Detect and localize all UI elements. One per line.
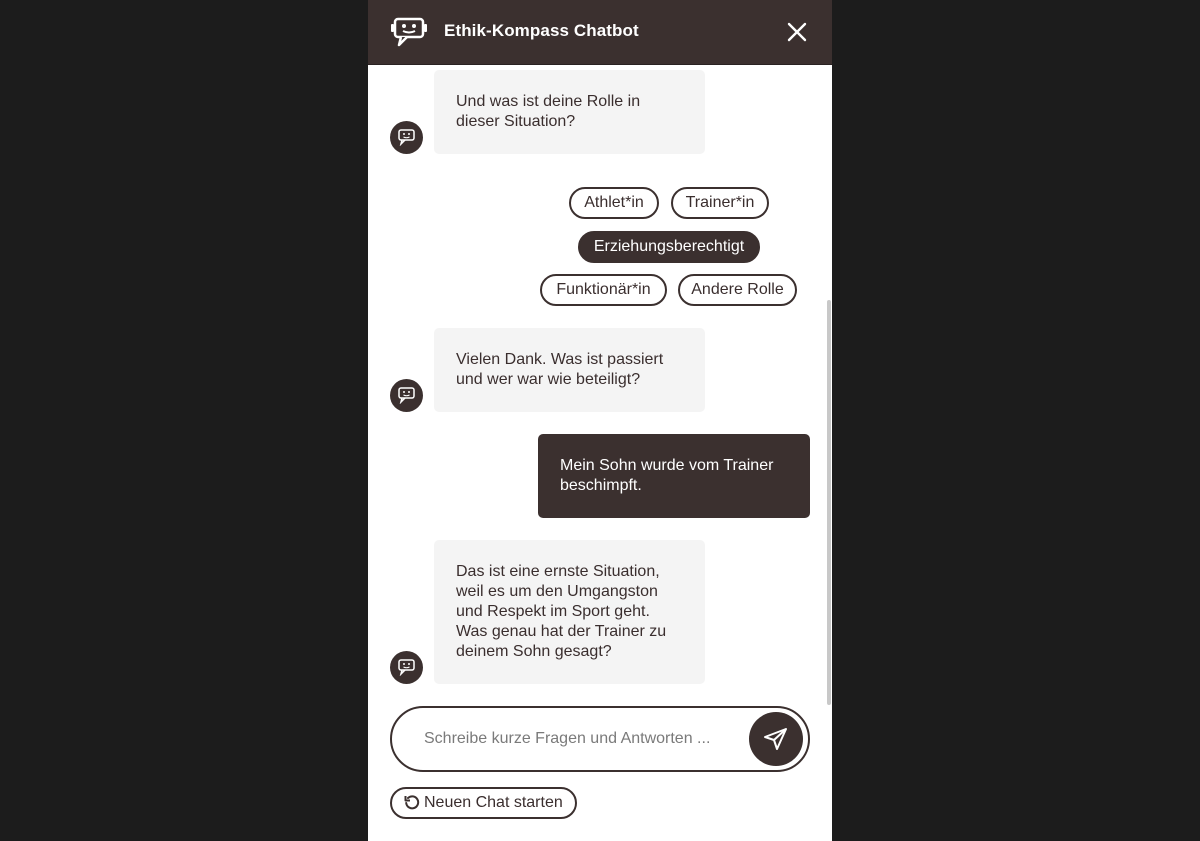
- chatbot-robot-icon: [389, 15, 429, 49]
- restart-icon: [404, 794, 420, 810]
- message-text: Vielen Dank. Was ist passiert und wer war wie beteiligt?: [456, 351, 664, 388]
- bot-message: [434, 70, 705, 154]
- chat-header: [368, 0, 832, 65]
- message-input[interactable]: [424, 722, 744, 756]
- message-text: Mein Sohn wurde vom Trainer beschimpft.: [560, 457, 774, 494]
- bot-message: [434, 328, 705, 412]
- role-option-erziehungsberechtigt[interactable]: Erziehungsberechtigt: [578, 231, 760, 263]
- chatbot-robot-icon: [397, 659, 416, 676]
- restart-chat-label: Neuen Chat starten: [424, 794, 563, 811]
- close-icon[interactable]: [785, 20, 809, 44]
- bot-avatar: [390, 651, 423, 684]
- chat-panel: [368, 0, 832, 841]
- user-message: [538, 434, 810, 518]
- role-option-funktionaer[interactable]: Funktionär*in: [540, 274, 667, 306]
- chatbot-robot-icon: [397, 387, 416, 404]
- role-option-trainer[interactable]: Trainer*in: [671, 187, 769, 219]
- bot-message: [434, 540, 705, 684]
- bot-avatar: [390, 379, 423, 412]
- message-text: Und was ist deine Rolle in dieser Situation?: [456, 93, 641, 130]
- role-option-andere-rolle[interactable]: Andere Rolle: [678, 274, 797, 306]
- chat-title: Ethik-Kompass Chatbot: [444, 21, 639, 40]
- messages-scrollbar[interactable]: [827, 300, 831, 705]
- restart-chat-button[interactable]: [390, 787, 577, 819]
- chatbot-robot-icon: [397, 129, 416, 146]
- message-composer: [390, 706, 810, 772]
- message-text: Das ist eine ernste Situation, weil es um den Umgangston und Respekt im Sport geht. Was genau hat der Trainer zu deinem Sohn gesagt?: [456, 563, 667, 660]
- bot-avatar: [390, 121, 423, 154]
- role-option-athlet[interactable]: Athlet*in: [569, 187, 659, 219]
- send-button[interactable]: [749, 712, 803, 766]
- send-icon: [763, 726, 789, 752]
